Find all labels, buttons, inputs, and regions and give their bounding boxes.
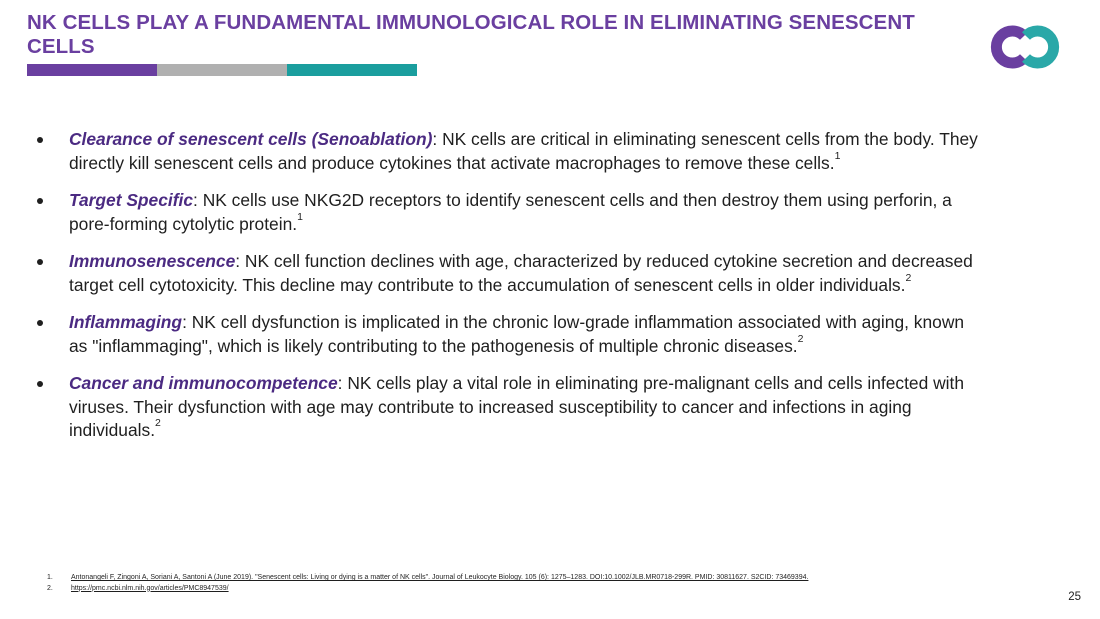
slide-title: NK CELLS PLAY A FUNDAMENTAL IMMUNOLOGICAL ROLE IN ELIMINATING SENESCENT CELLS	[27, 11, 915, 58]
bullet-term: Cancer and immunocompetence	[69, 373, 338, 393]
reference-number: 2.	[47, 584, 53, 592]
infinity-loop-logo-icon	[982, 22, 1068, 72]
accent-segment-purple	[27, 64, 157, 76]
bullet-dot-icon	[37, 198, 43, 204]
bullet-dot-icon	[37, 320, 43, 326]
bullet-target-specific	[36, 189, 986, 236]
bullet-dot-icon	[37, 137, 43, 143]
bullet-inflammaging	[36, 311, 986, 358]
page-number: 25	[1068, 591, 1081, 603]
accent-segment-teal	[287, 64, 417, 76]
reference-item	[47, 584, 997, 595]
reference-link[interactable]: Antonangeli F, Zingoni A, Soriani A, Santoni A (June 2019). "Senescent cells: Living or dying is a matter of NK cells". Journal of Leukocyte Biology. 105 (6): 1275–1283. DOI:10.1002/JLB.MR0718-299R. PMID: 30811627. S2CID: 73469394.	[71, 574, 809, 581]
bullet-text: : NK cells are critical in eliminating senescent cells from the body. They directly kill senescent cells and produce cytokines that activate macrophages to remove these cells.	[69, 129, 978, 173]
bullet-clearance	[36, 128, 986, 175]
bullet-text: : NK cells play a vital role in eliminating pre-malignant cells and cells infected with viruses. Their dysfunction with age may contribute to increased susceptibility to cancer and infections in aging individuals.	[69, 373, 965, 440]
bullet-list	[36, 128, 986, 457]
bullet-cancer-immunocompetence	[36, 372, 986, 443]
bullet-text: : NK cells use NKG2D receptors to identify senescent cells and then destroy them using perforin, a pore-forming cytolytic protein.	[69, 190, 952, 234]
citation-ref: 1	[834, 149, 841, 162]
citation-ref: 1	[297, 210, 303, 223]
reference-link[interactable]: https://pmc.ncbi.nlm.nih.gov/articles/PMC8947539/	[71, 584, 229, 592]
bullet-term: Target Specific	[69, 190, 194, 210]
citation-ref: 2	[155, 417, 161, 430]
bullet-text: : NK cell function declines with age, characterized by reduced cytokine secretion and decreased target cell cytotoxicity. This decline may contribute to the accumulation of senescent cells in older individuals.	[69, 251, 973, 295]
title-accent-bar	[27, 64, 417, 76]
reference-item	[47, 573, 997, 584]
bullet-term: Clearance of senescent cells (Senoablation)	[69, 129, 433, 149]
bullet-dot-icon	[37, 259, 43, 265]
references-footnotes	[47, 573, 997, 594]
bullet-term: Inflammaging	[69, 312, 183, 332]
reference-number: 1.	[47, 574, 53, 581]
citation-ref: 2	[905, 271, 912, 284]
bullet-text: : NK cell dysfunction is implicated in the chronic low-grade inflammation associated with aging, known as "inflammaging", which is likely contributing to the pathogenesis of multiple chronic diseases.	[69, 312, 965, 356]
bullet-immunosenescence	[36, 250, 986, 297]
citation-ref: 2	[797, 332, 804, 345]
bullet-dot-icon	[37, 381, 43, 387]
accent-segment-gray	[157, 64, 287, 76]
bullet-term: Immunosenescence	[69, 251, 236, 271]
